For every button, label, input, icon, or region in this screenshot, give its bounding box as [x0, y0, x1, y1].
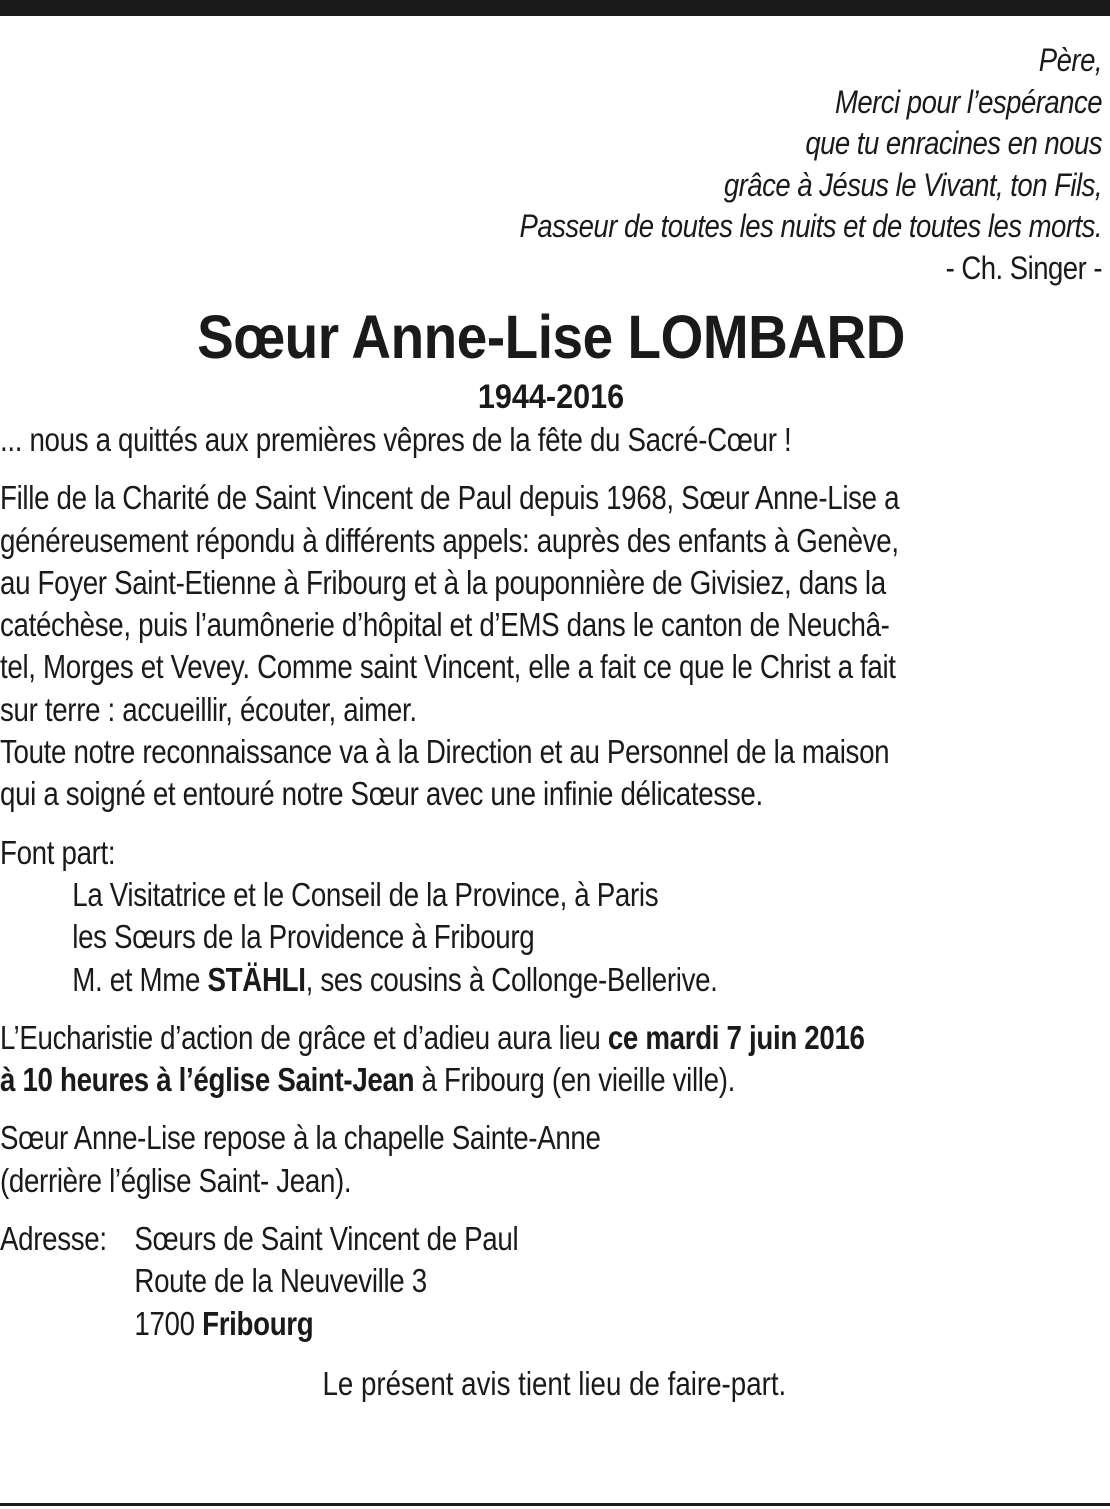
- biography-line: qui a soigné et entouré notre Sœur avec une infinie délicatesse.: [0, 775, 763, 813]
- poem-line: que tu enracines en nous: [805, 125, 1102, 161]
- announcers-section: [0, 832, 1102, 1001]
- bottom-border-rule: [0, 1503, 1110, 1506]
- biography-line: au Foyer Saint-Etienne à Fribourg et à la pouponnière de Givisiez, dans la: [0, 563, 886, 601]
- notice-body: [0, 419, 1102, 1345]
- city-name: Fribourg: [202, 1304, 314, 1342]
- repose-paragraph: [0, 1117, 1102, 1202]
- poem-line: Merci pour l’espérance: [834, 83, 1102, 120]
- biography-line: Toute notre reconnaissance va à la Direction et au Personnel de la maison: [0, 733, 890, 771]
- address-block: [0, 1218, 1102, 1345]
- ceremony-line: [0, 1059, 1102, 1101]
- address-lines: [134, 1218, 518, 1345]
- announcers-heading: Font part:: [0, 833, 116, 871]
- ceremony-line: [0, 1017, 1102, 1059]
- poem-line: Père,: [1038, 42, 1102, 78]
- poem-line: grâce à Jésus le Vivant, ton Fils,: [723, 166, 1102, 203]
- poem-line: Passeur de toutes les nuits et de toutes les morts.: [519, 208, 1102, 244]
- biography-line: catéchèse, puis l’aumônerie d’hôpital et d’EMS dans le canton de Neuchâ-: [0, 606, 890, 644]
- life-years: 1944-2016: [477, 378, 625, 416]
- ceremony-paragraph: [0, 1017, 1102, 1102]
- ceremony-date: ce mardi 7 juin 2016: [607, 1018, 865, 1056]
- poem-attribution: - Ch. Singer -: [945, 249, 1102, 286]
- biography-line: généreusement répondu à différents appels: auprès des enfants à Genève,: [0, 521, 899, 559]
- top-border-bar: [0, 0, 1110, 16]
- announcer-line: La Visitatrice et le Conseil de la Province, à Paris: [72, 875, 659, 913]
- repose-line: Sœur Anne-Lise repose à la chapelle Sainte-Anne: [0, 1119, 601, 1157]
- ceremony-location: à Fribourg (en vieille ville).: [414, 1061, 735, 1099]
- notice-content: [0, 40, 1102, 1405]
- deceased-name: Sœur Anne-Lise LOMBARD: [197, 303, 905, 371]
- biography-line: sur terre : accueillir, écouter, aimer.: [0, 690, 417, 728]
- ceremony-time-place: à 10 heures à l’église Saint-Jean: [0, 1061, 415, 1099]
- epigraph-poem: [154, 40, 1102, 289]
- address-line: [134, 1303, 518, 1345]
- biography-line: tel, Morges et Vevey. Comme saint Vincent, elle a fait ce que le Christ a fait: [0, 648, 896, 686]
- announcer-prefix: M. et Mme: [72, 960, 208, 998]
- repose-line: (derrière l’église Saint- Jean).: [0, 1161, 352, 1199]
- biography-line: Fille de la Charité de Saint Vincent de Paul depuis 1968, Sœur Anne-Lise a: [0, 479, 900, 517]
- intro-line: ... nous a quittés aux premières vêpres de la fête du Sacré-Cœur !: [0, 421, 792, 458]
- postal-code: 1700: [134, 1304, 203, 1342]
- announcer-suffix: , ses cousins à Collonge-Bellerive.: [305, 960, 718, 998]
- closing-note: Le présent avis tient lieu de faire-part.: [322, 1364, 787, 1402]
- biography-paragraph: [0, 477, 1102, 815]
- announcer-line: les Sœurs de la Providence à Fribourg: [72, 918, 535, 956]
- announcer-family-name: STÄHLI: [207, 960, 306, 998]
- announcer-line: [0, 959, 1102, 1001]
- address-line: Sœurs de Saint Vincent de Paul: [134, 1220, 519, 1258]
- address-line: Route de la Neuveville 3: [134, 1262, 427, 1300]
- address-label: Adresse:: [0, 1220, 107, 1258]
- ceremony-text: L’Eucharistie d’action de grâce et d’adieu aura lieu: [0, 1018, 608, 1056]
